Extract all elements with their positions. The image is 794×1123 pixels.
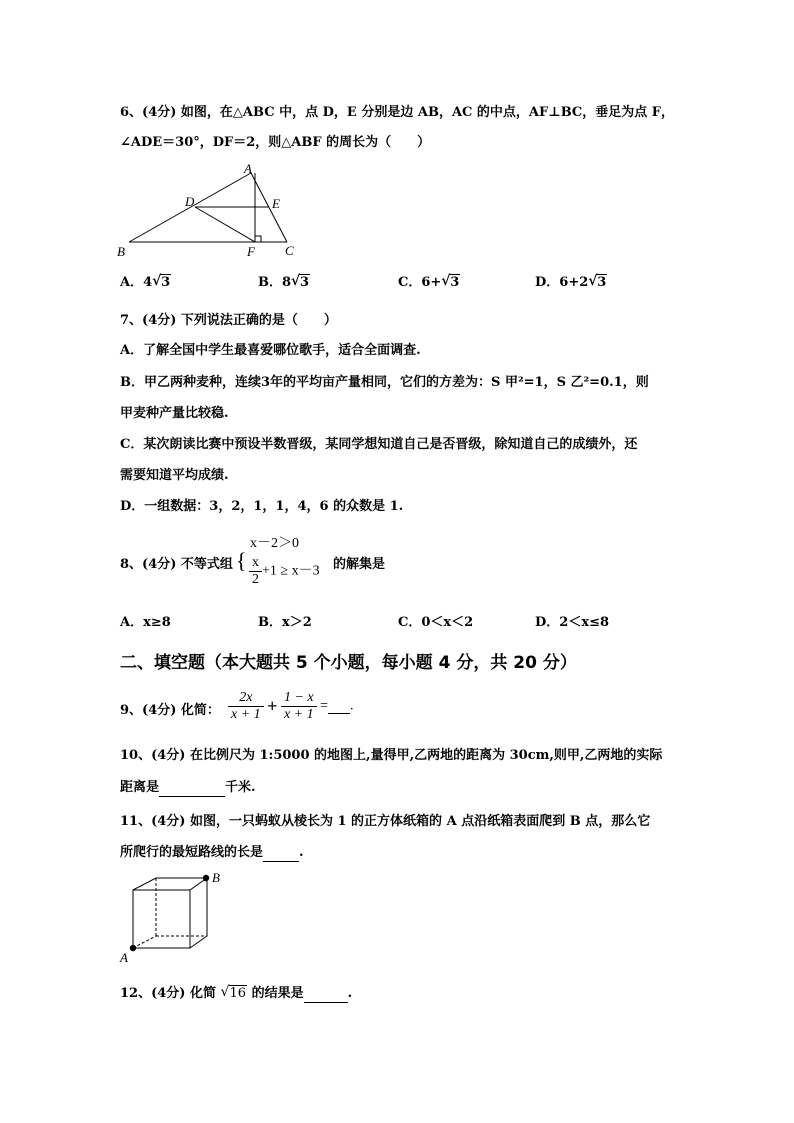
q7-option-d: D．一组数据：3，2，1，1，4，6 的众数是 1. — [120, 499, 404, 514]
q6-triangle-figure — [115, 160, 305, 260]
q12-line: 12、(4分) 化简 √ 16 的结果是 . — [120, 984, 353, 1001]
q6-label-a: A — [244, 161, 252, 176]
q8-inequality-1: x－2＞0 — [250, 536, 299, 551]
q7-option-b-line1: B．甲乙两种麦种，连续3年的平均亩产量相同，它们的方差为：S 甲²=1，S 乙²=0.1，则 — [120, 375, 649, 390]
q11-line2: 所爬行的最短路线的长是 . — [120, 845, 304, 860]
section-2-title: 二、填空题（本大题共 5 个小题，每小题 4 分，共 20 分） — [120, 653, 577, 673]
q10-line2: 距离是 千米. — [120, 780, 256, 795]
q6-stem-line2: ∠ADE＝30°，DF＝2，则△ABF 的周长为（ ） — [120, 135, 431, 150]
q8-inequality-2: $\frac{x}{2}$ +1 ≥ x－3 — [249, 555, 320, 588]
q7-stem: 7、(4分) 下列说法正确的是（ ） — [120, 313, 337, 328]
q12-answer-blank[interactable] — [304, 988, 348, 1003]
q6-option-d: D．6+2 √ 3 — [535, 273, 607, 290]
q11-label-a: A — [120, 950, 128, 965]
q11-cube-figure — [118, 868, 228, 968]
q11-line1: 11、(4分) 如图，一只蚂蚁从棱长为 1 的正方体纸箱的 A 点沿纸箱表面爬到 B 点，那么它 — [120, 814, 651, 829]
q7-option-b-line2: 甲麦种产量比较稳. — [120, 406, 229, 421]
q6-label-d: D — [185, 194, 195, 209]
q9-prefix: 9、(4分) 化简： — [120, 703, 220, 718]
q6-option-a: A．4 √ 3 — [120, 273, 171, 290]
q7-option-a: A．了解全国中学生最喜爱哪位歌手，适合全面调查. — [120, 343, 421, 358]
q6-option-c: C．6+ √ 3 — [398, 273, 460, 290]
q7-option-c-line2: 需要知道平均成绩. — [120, 468, 229, 483]
q10-answer-blank[interactable] — [159, 782, 225, 797]
q6-stem-line1: 6、(4分) 如图，在△ABC 中，点 D，E 分别是边 AB，AC 的中点，AF⊥BC，垂足为点 F， — [120, 105, 675, 120]
q7-option-c-line1: C．某次朗读比赛中预设半数晋级，某同学想知道自己是否晋级，除知道自己的成绩外，还 — [120, 437, 638, 452]
q10-line1: 10、(4分) 在比例尺为 1:5000 的地图上,量得甲,乙两地的距离为 30cm,则甲,乙两地的实际 — [120, 748, 663, 763]
q6-label-b: B — [117, 244, 125, 259]
q8-stem-prefix: 8、(4分) 不等式组 — [120, 557, 233, 572]
q9-expression: $\frac{2x}{x + 1}$ + $\frac{1 - x}{x + 1}$ = . — [228, 690, 354, 723]
q11-label-b: B — [212, 870, 220, 885]
q6-label-c: C — [285, 243, 294, 258]
q8-stem-suffix: 的解集是 — [333, 557, 386, 572]
q8-option-b: B．x＞2 — [258, 615, 312, 630]
q6-label-e: E — [272, 196, 280, 211]
q6-label-f: F — [247, 244, 255, 259]
q8-brace: { — [236, 548, 247, 573]
q11-answer-blank[interactable] — [263, 847, 299, 862]
q8-option-d: D．2＜x≤8 — [535, 615, 610, 630]
q8-option-a: A．x≥8 — [120, 615, 171, 630]
q6-option-b: B．8 √ 3 — [258, 273, 310, 290]
q8-option-c: C．0＜x＜2 — [398, 615, 474, 630]
